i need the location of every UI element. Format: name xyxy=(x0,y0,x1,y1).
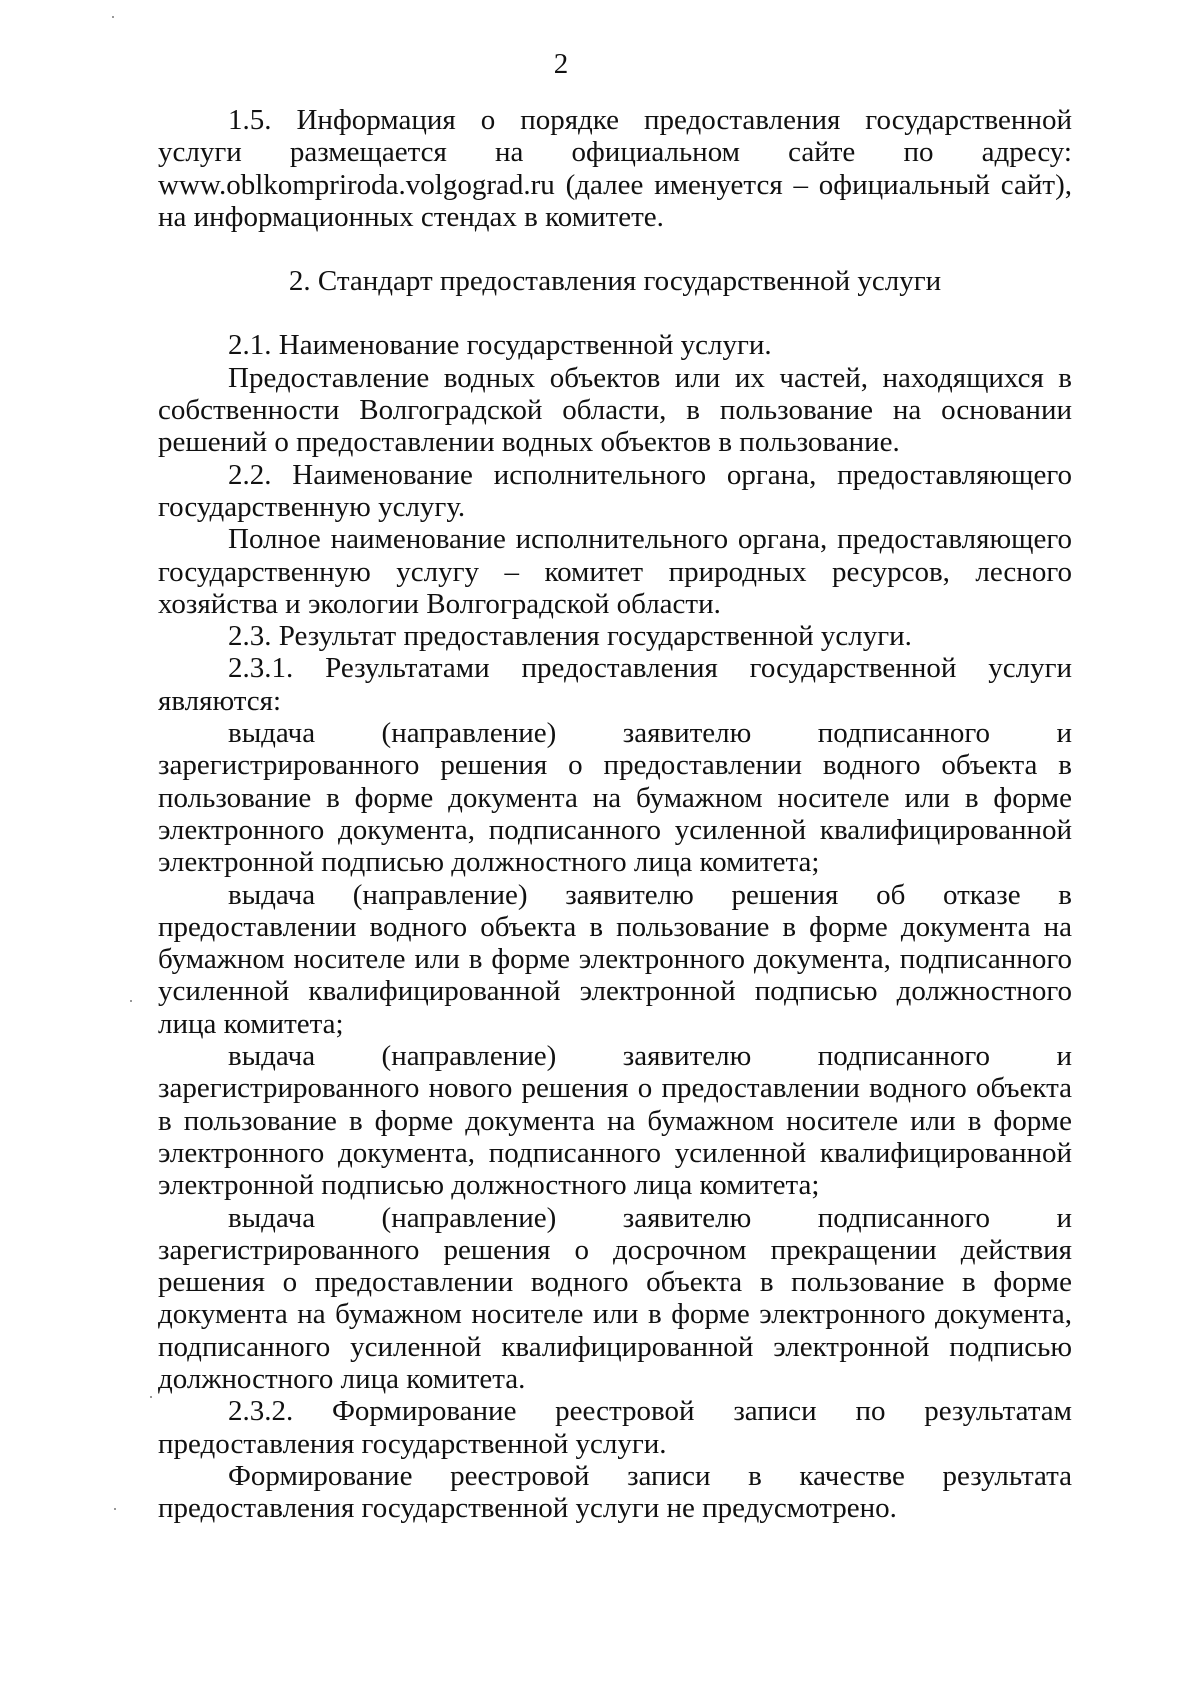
spacer xyxy=(158,233,1072,265)
paragraph-2-1: 2.1. Наименование государственной услуги. xyxy=(228,329,772,362)
document-body xyxy=(158,104,1072,1524)
paragraph-2-1-text: Предоставление водных объектов или их частей, находящихся в собственности Волгоградской области, в пользование на основании решений о предоставлении водных объектов в пользование. xyxy=(158,361,1072,459)
paragraph-2-3-2: 2.3.2. Формирование реестровой записи по результатам предоставления государственной услуги. xyxy=(158,1395,1072,1460)
paragraph-2-3-1: 2.3.1. Результатами предоставления государственной услуги являются: xyxy=(158,652,1072,717)
result-item-3: выдача (направление) заявителю подписанного и зарегистрированного нового решения о предоставлении водного объекта в пользование в форме документа на бумажном носителе или в форме электронного документа, подписанного усиленной квалифицированной электронной подписью должностного лица комитета; xyxy=(158,1040,1072,1202)
paragraph-2-3: 2.3. Результат предоставления государственной услуги. xyxy=(228,620,912,653)
paragraph-2-3-2-text: Формирование реестровой записи в качестве результата предоставления государственной услуги не предусмотрено. xyxy=(158,1459,1072,1525)
result-item-4: выдача (направление) заявителю подписанного и зарегистрированного решения о досрочном прекращении действия решения о предоставлении водного объекта в пользование в форме документа на бумажном носителе или в форме электронного документа, подписанного усиленной квалифицированной электронной подписью должностного лица комитета. xyxy=(158,1201,1072,1395)
paragraph-2-2: 2.2. Наименование исполнительного органа, предоставляющего государственную услугу. xyxy=(158,458,1072,523)
paragraph-2-2-text: Полное наименование исполнительного органа, предоставляющего государственную услугу – комитет природных ресурсов, лесного хозяйства и экологии Волгоградской области. xyxy=(158,523,1072,620)
page-number: 2 xyxy=(553,48,569,80)
scan-speck xyxy=(114,1508,116,1510)
result-item-2: выдача (направление) заявителю решения об отказе в предоставлении водного объекта в пользование в форме документа на бумажном носителе или в форме электронного документа, подписанного усиленной квалифицированной электронной подписью должностного лица комитета; xyxy=(158,878,1072,1040)
scan-speck xyxy=(150,1396,152,1398)
result-item-1: выдача (направление) заявителю подписанного и зарегистрированного решения о предоставлении водного объекта в пользование в форме документа на бумажном носителе или в форме электронного документа, подписанного усиленной квалифицированной электронной подписью должностного лица комитета; xyxy=(158,717,1072,879)
spacer xyxy=(158,297,1072,329)
section-heading: 2. Стандарт предоставления государственной услуги xyxy=(288,265,942,298)
scan-speck xyxy=(112,16,114,18)
scan-speck xyxy=(130,1000,132,1002)
paragraph-1-5: 1.5. Информация о порядке предоставления государственной услуги размещается на официальном сайте по адресу: www.oblkompriroda.volgograd.ru (далее именуется – официальный сайт), на информационных стендах в комитете. xyxy=(158,104,1072,233)
